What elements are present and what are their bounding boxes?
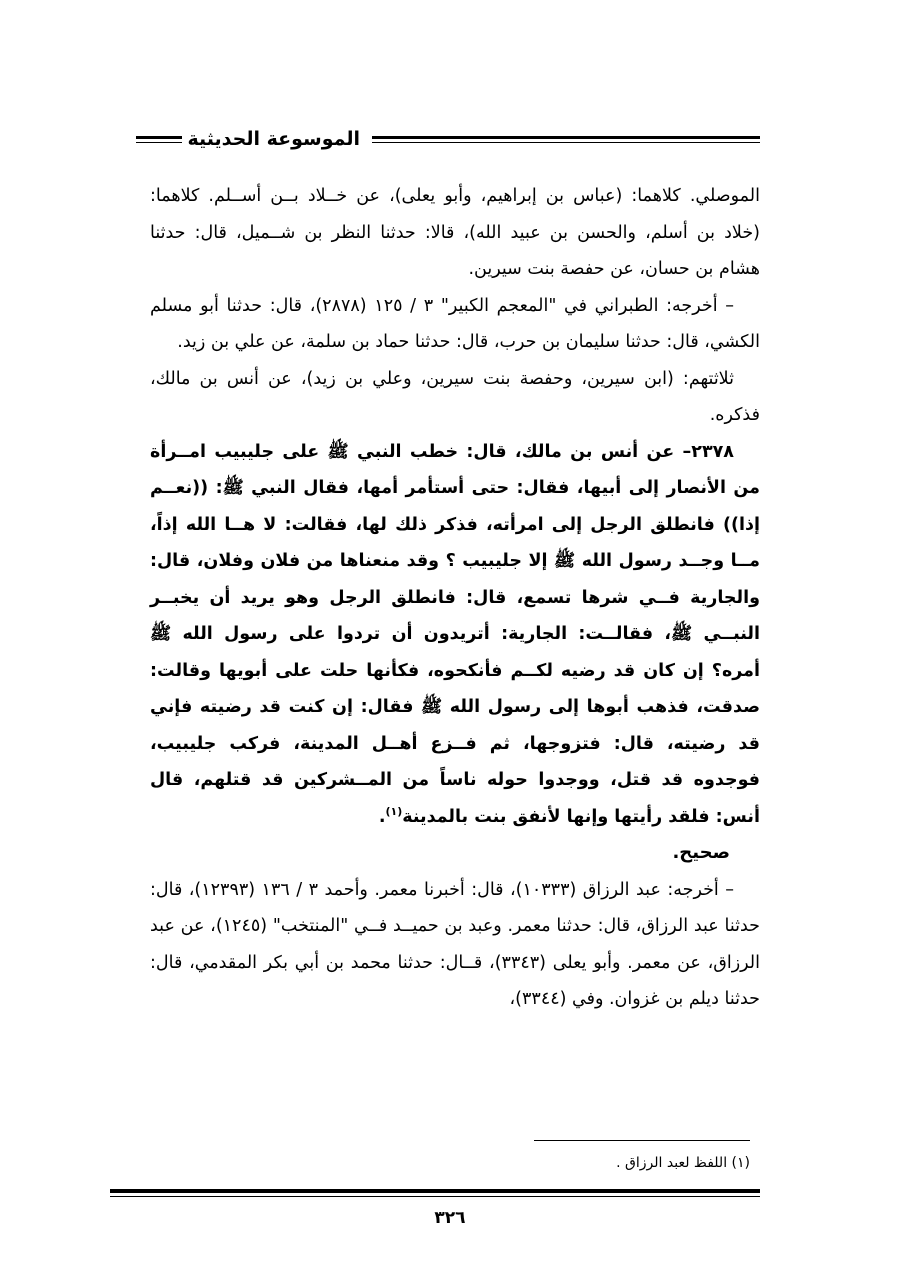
header-rule-right: [372, 136, 760, 143]
isnad-paragraph-3: ثلاثتهم: (ابن سيرين، وحفصة بنت سيرين، وعلي بن زيد)، عن أنس بن مالك، فذكره.: [150, 368, 760, 425]
footer-rule: [110, 1189, 760, 1197]
footnote-separator: [534, 1140, 750, 1141]
hadith-grade: صحيح.: [672, 842, 730, 863]
running-header: [136, 122, 760, 162]
isnad-paragraph-1: الموصلي. كلاهما: (عباس بن إبراهيم، وأبو يعلى)، عن خــلاد بــن أســلم. كلاهما: (خلاد بن أسلم، والحسن بن عبيد الله)، قالا: حدثنا النظر بن شــميل، قال: حدثنا هشام بن حسان، عن حفصة بنت سيرين.: [150, 186, 760, 279]
takhrij-paragraph: – أخرجه: عبد الرزاق (١٠٣٣٣)، قال: أخبرنا معمر. وأحمد ٣ / ١٣٦ (١٢٣٩٣)، قال: حدثنا عبد الرزاق، قال: حدثنا معمر. وعبد بن حميــد فــي "المنتخب" (١٢٤٥)، عن عبد الرزاق، عن معمر. وأبو يعلى (٣٣٤٣)، قــال: حدثنا محمد بن أبي بكر المقدمي، قال: حدثنا ديلم بن غزوان. وفي (٣٣٤٤)،: [150, 879, 760, 1009]
page-number: ٣٢٦: [434, 1208, 466, 1228]
footnote: (١) اللفظ لعبد الرزاق .: [616, 1155, 750, 1171]
hadith-end: .: [378, 806, 386, 827]
header-rule-left: [136, 136, 182, 143]
main-text: [150, 178, 760, 1018]
hadith-text: ٢٣٧٨– عن أنس بن مالك، قال: خطب النبي ﷺ على جليبيب امــرأة من الأنصار إلى أبيها، فقال: حتى أستأمر أمها، فقال النبي ﷺ: ((نعــم إذا)) فانطلق الرجل إلى امرأته، فذكر ذلك لها، فقالت: لا هــا الله إذاً، مــا وجــد رسول الله ﷺ إلا جليبيب ؟ وقد منعناها من فلان وفلان، قال: والجارية فــي شرها تسمع، قال: فانطلق الرجل وهو يريد أن يخبــر النبــي ﷺ، فقالــت: الجارية: أتريدون أن تردوا على رسول الله ﷺ أمره؟ إن كان قد رضيه لكــم فأنكحوه، فكأنها حلت على أبويها وقالت: صدقت، فذهب أبوها إلى رسول الله ﷺ فقال: إن كنت قد رضيته فإني قد رضيته، قال: فتزوجها، ثم فــزع أهــل المدينة، فركب جليبيب، فوجدوه قد قتل، ووجدوا حوله ناساً من المــشركين قد قتلهم، قال أنس: فلقد رأيتها وإنها لأنفق بنت بالمدينة: [150, 441, 760, 827]
header-title: الموسوعة الحديثية: [187, 128, 360, 150]
footnote-ref: (١): [385, 804, 403, 818]
hadith-paragraph: [150, 434, 760, 836]
isnad-paragraph-2: – أخرجه: الطبراني في "المعجم الكبير" ٣ / ١٢٥ (٢٨٧٨)، قال: حدثنا أبو مسلم الكشي، قال: حدثنا سليمان بن حرب، قال: حدثنا حماد بن سلمة، عن علي بن زيد.: [150, 295, 760, 352]
